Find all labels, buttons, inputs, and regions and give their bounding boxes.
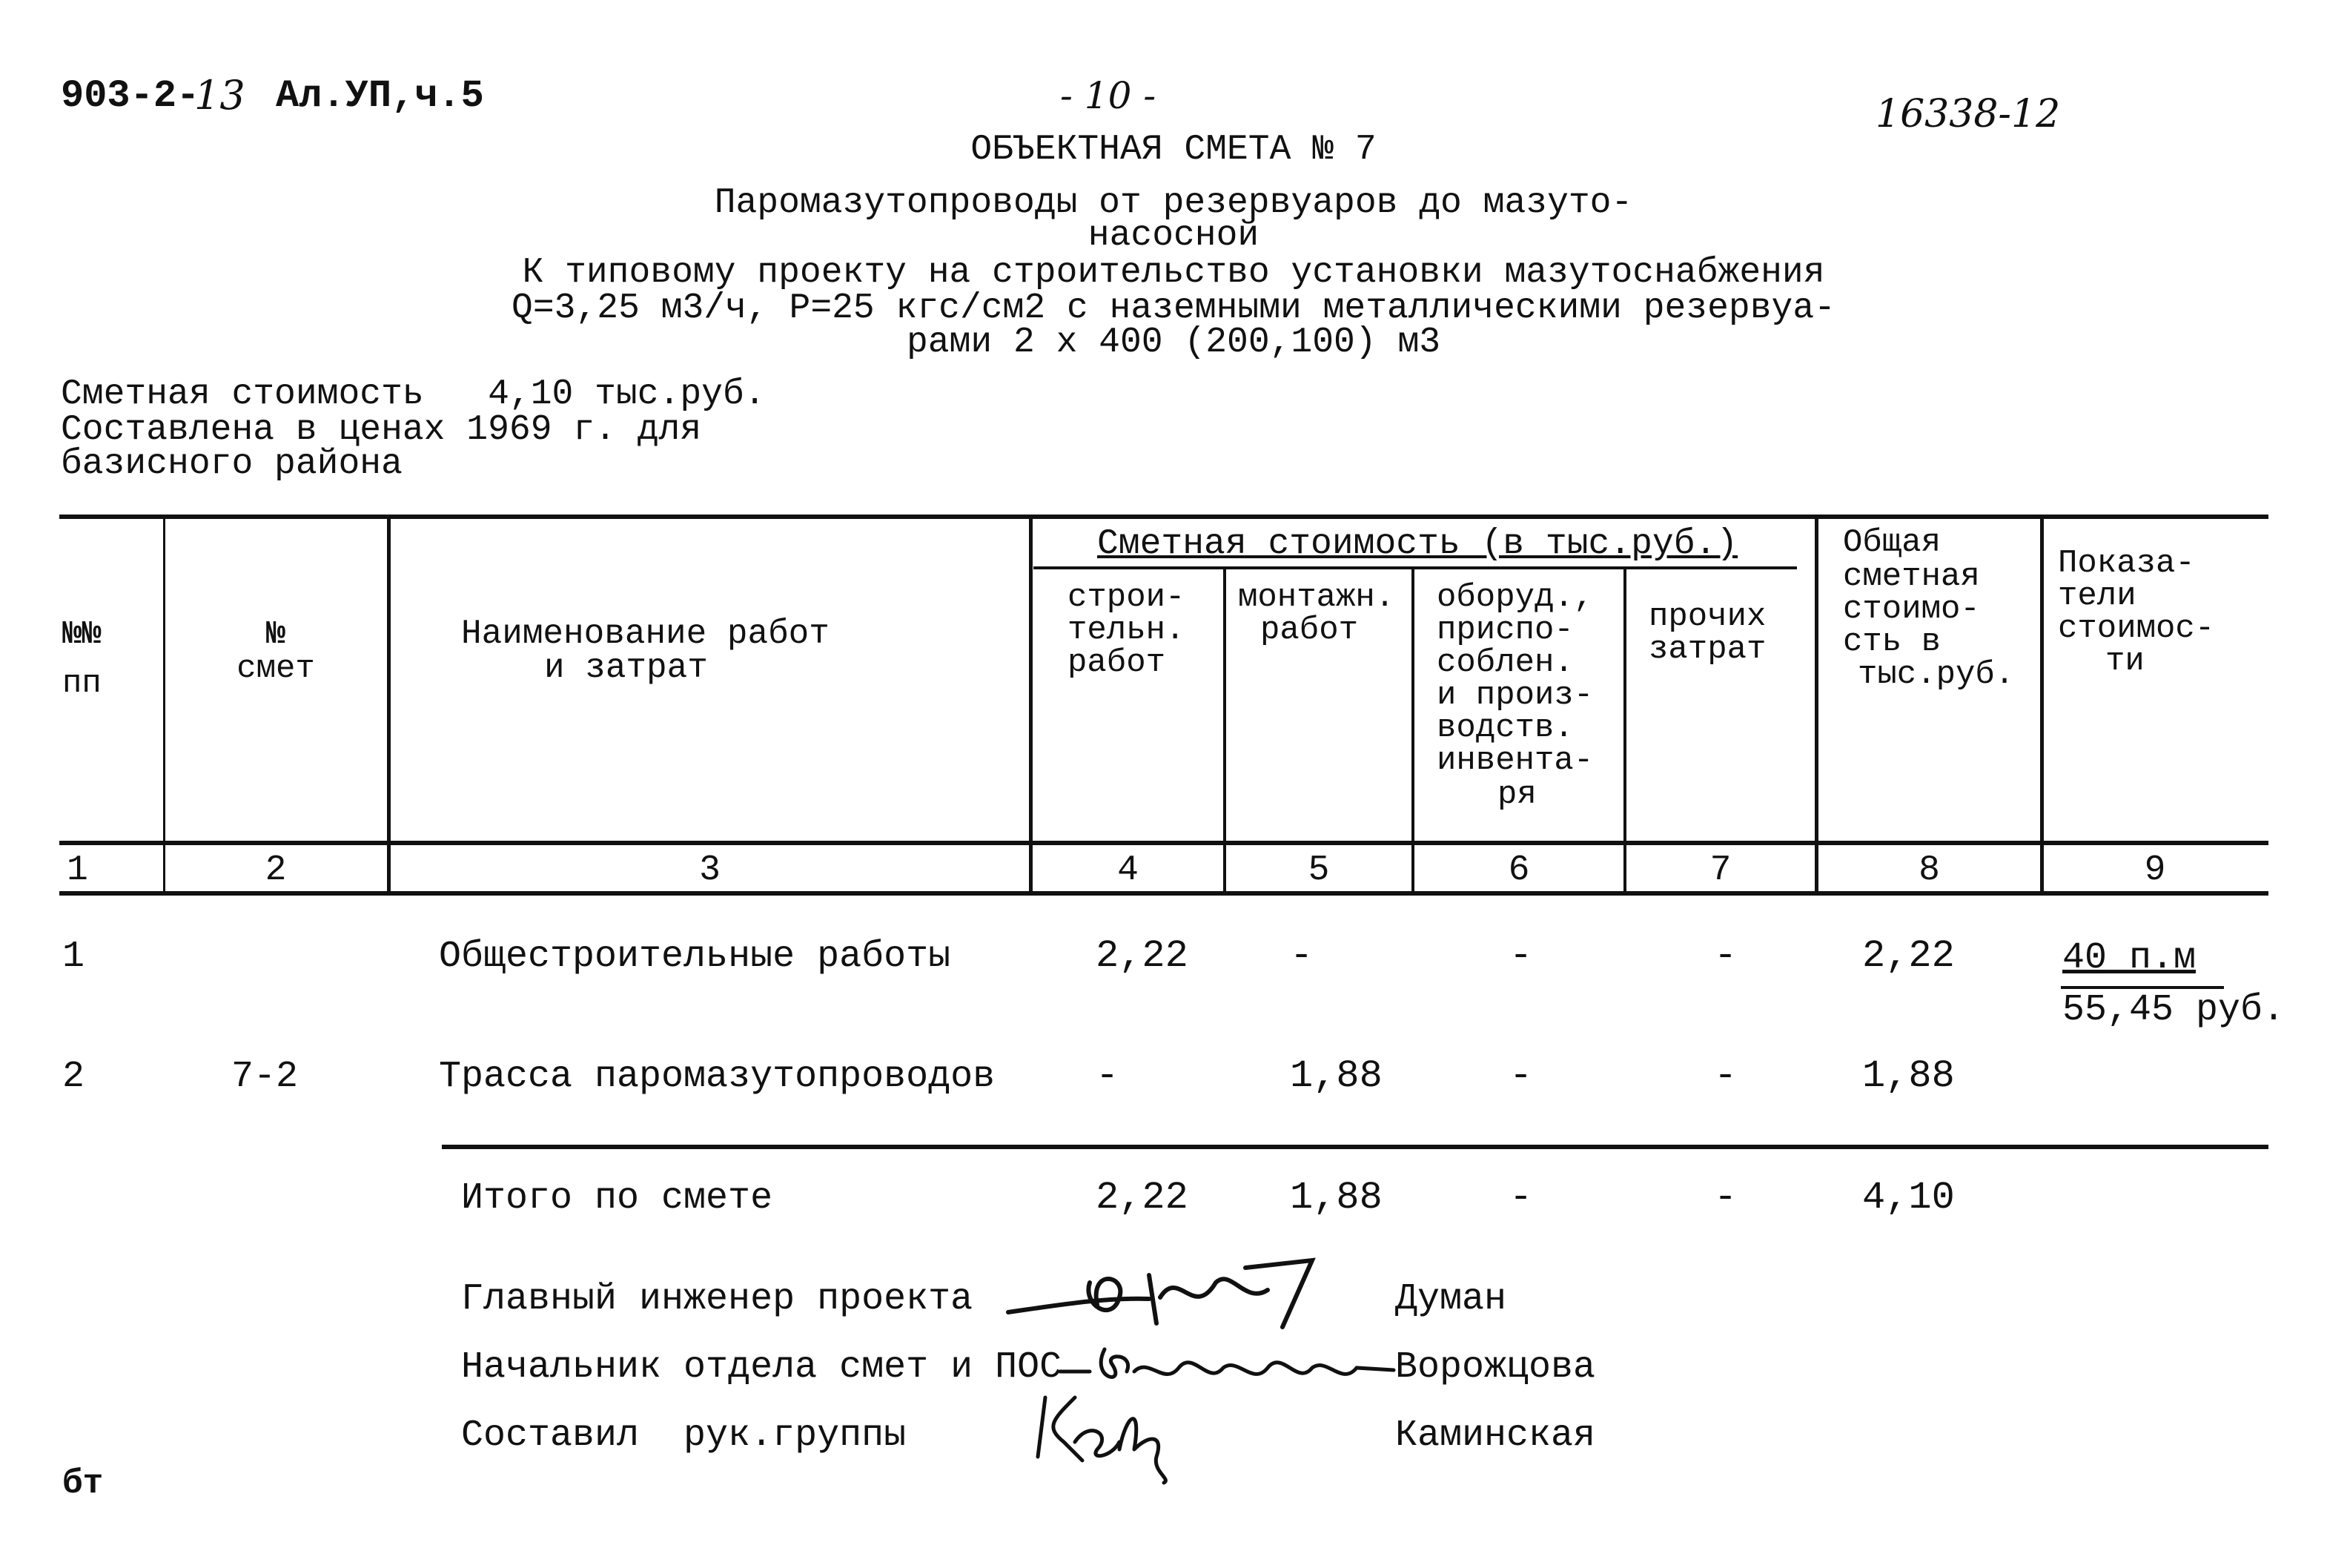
row-number: 2 [62,1056,85,1098]
row-other-cost: - [1714,934,1738,978]
column-divider [1411,566,1414,896]
page-number: - 10 - [1060,74,1156,117]
estimated-cost: Сметная стоимость 4,10 тыс.руб. [61,374,766,414]
totals-total: 4,10 [1862,1176,1955,1220]
col-header-total: стоимо- [1843,591,1980,628]
column-divider [1623,566,1626,896]
col-header-total: тыс.руб. [1858,656,2015,693]
signature-name: Думан [1395,1278,1507,1320]
column-number: 5 [1308,850,1330,890]
col-header-indicators: тели [2058,578,2136,615]
row-name: Общестроительные работы [439,936,951,978]
album-reference: Ал.УП,ч.5 [276,74,484,118]
totals-installation: 1,88 [1290,1176,1383,1220]
row-estimate: 7-2 [231,1056,299,1098]
column-number: 3 [699,850,721,890]
totals-construction: 2,22 [1096,1176,1188,1220]
col-header-name: и затрат [544,649,708,687]
group-header-rule [1033,566,1797,569]
col-header-equipment: водств. [1437,709,1574,747]
subtitle-line: Паромазутопроводы от резервуаров до мазуто- [714,183,1633,223]
col-header-other: прочих [1649,598,1767,635]
col-header-equipment: соблен. [1437,644,1574,681]
col-header-indicators: Показа- [2058,545,2195,582]
row-indicator-top: 40 п.м [2062,937,2197,979]
signature-role: Составил рук.группы [461,1415,907,1457]
row-other-cost: - [1714,1054,1738,1098]
cost-group-header: Сметная стоимость (в тыс.руб.) [1097,524,1738,564]
column-divider [163,515,165,896]
column-number: 9 [2144,850,2166,890]
col-header-construction: работ [1067,644,1166,681]
col-header-other: затрат [1649,631,1767,668]
col-header-equipment: и произ- [1437,677,1594,714]
numbers-bottom-rule [59,891,2268,896]
column-number: 7 [1709,850,1732,890]
col-header-total: сть в [1843,623,1942,661]
handwritten-signature-chief-engineer [1001,1253,1342,1334]
subtitle-line: насосной [1088,216,1259,256]
column-divider [1223,566,1226,896]
totals-label: Итого по смете [461,1177,773,1220]
col-header-equipment: приспо- [1437,612,1574,649]
footer-mark: бт [62,1464,104,1503]
totals-other: - [1714,1176,1738,1220]
col-header-estimate: № [265,616,286,653]
col-header-equipment: инвента- [1437,742,1594,779]
row-installation-cost: - [1290,934,1314,978]
price-region: базисного района [61,444,403,484]
col-header-indicators: стоимос- [2058,610,2215,647]
subtitle-line: К типовому проекту на строительство установки мазутоснабжения [522,253,1825,293]
row-name: Трасса паромазутопроводов [439,1056,996,1098]
row-equipment-cost: - [1509,1054,1533,1098]
row-indicator-bottom: 55,45 руб. [2062,989,2285,1031]
row-construction-cost: - [1096,1054,1119,1098]
row-installation-cost: 1,88 [1290,1054,1383,1098]
col-header-installation: работ [1260,612,1359,649]
column-number: 2 [265,850,287,890]
col-header-total: Общая [1843,524,1942,561]
col-header-number: пп [62,665,102,702]
doc-code-handwritten: 13 [194,72,245,119]
column-number: 4 [1117,850,1139,890]
col-header-total: сметная [1843,558,1980,595]
column-number: 1 [67,850,88,890]
subtitle-line: рами 2 х 400 (200,100) м3 [906,322,1441,363]
signature-role: Начальник отдела смет и ПОС [461,1346,1062,1389]
signature-name: Каминская [1395,1415,1596,1457]
column-divider [387,515,391,896]
price-basis: Составлена в ценах 1969 г. для [61,410,702,450]
totals-equipment: - [1509,1176,1533,1220]
column-divider [2040,515,2044,896]
stamp-number: 16338-12 [1876,92,2061,136]
col-header-number: №№ [62,616,102,653]
row-equipment-cost: - [1509,934,1533,978]
header-bottom-rule [59,841,2268,845]
table-top-rule [59,515,2268,519]
row-construction-cost: 2,22 [1096,934,1188,978]
column-divider [1815,515,1818,896]
column-number: 8 [1919,850,1940,890]
col-header-installation: монтажн. [1238,579,1395,616]
row-number: 1 [62,936,85,978]
col-header-construction: тельн. [1067,612,1185,649]
row-total-cost: 1,88 [1862,1054,1955,1098]
col-header-equipment: оборуд., [1437,579,1594,616]
col-header-indicators: ти [2105,643,2145,680]
col-header-name: Наименование работ [461,615,830,653]
row-total-cost: 2,22 [1862,934,1955,978]
signature-name: Ворожцова [1395,1346,1596,1389]
col-header-estimate: смет [236,650,315,687]
column-number: 6 [1508,850,1530,890]
totals-rule [442,1145,2268,1149]
col-header-equipment: ря [1497,776,1537,813]
doc-code: 903-2- [61,74,200,118]
handwritten-signature-group-lead [1023,1390,1201,1486]
page-title: ОБЪЕКТНАЯ СМЕТА № 7 [970,130,1377,170]
subtitle-line: Q=3,25 м3/ч, P=25 кгс/см2 с наземными металлическими резервуа- [512,288,1835,328]
signature-role: Главный инженер проекта [461,1278,973,1320]
column-divider [1029,515,1033,896]
col-header-construction: строи- [1067,579,1185,616]
